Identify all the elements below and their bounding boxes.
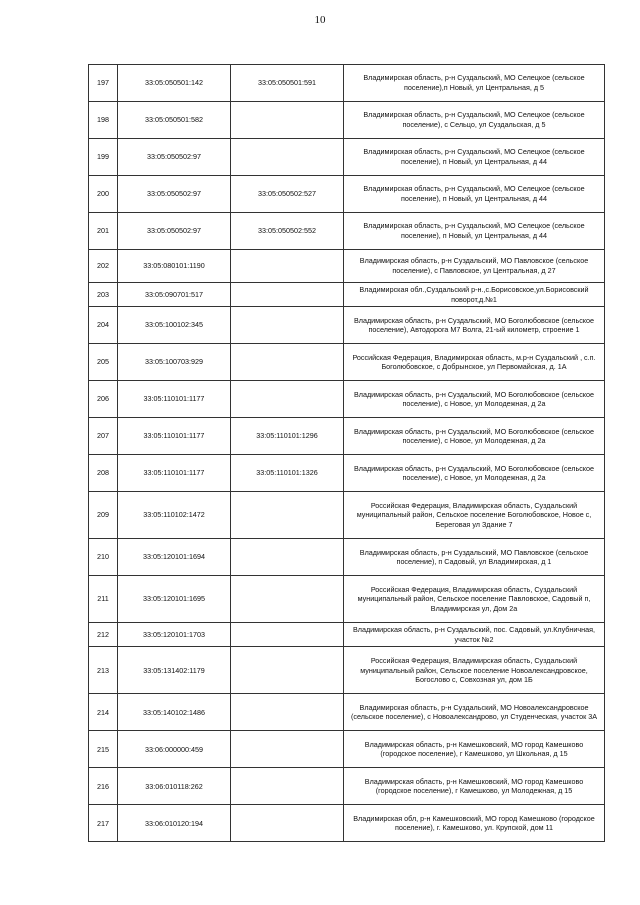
table-row (89, 694, 605, 731)
row-number: 211 (89, 576, 118, 623)
sub-cadastral-number: 33:05:050502:527 (231, 176, 344, 213)
address-cell: Российская Федерация, Владимирская область, м.р-н Суздальский , с.п. Боголюбовское, с Добрынское, ул Первомайская, д. 1А (344, 344, 605, 381)
cadastral-number: 33:06:010120:194 (118, 805, 231, 842)
cadastral-number: 33:05:120101:1694 (118, 539, 231, 576)
sub-cadastral-number (231, 731, 344, 768)
cadastral-number: 33:05:131402:1179 (118, 647, 231, 694)
cadastral-number: 33:05:100102:345 (118, 307, 231, 344)
row-number: 209 (89, 492, 118, 539)
cadastral-number: 33:05:080101:1190 (118, 250, 231, 283)
table-row (89, 539, 605, 576)
address-cell: Владимирская область, р-н Суздальский, МО Павловское (сельское поселение), с Павловское, ул Центральная, д 27 (344, 250, 605, 283)
row-number: 200 (89, 176, 118, 213)
table-row (89, 492, 605, 539)
sub-cadastral-number (231, 539, 344, 576)
cadastral-number: 33:06:010118:262 (118, 768, 231, 805)
row-number: 205 (89, 344, 118, 381)
cadastral-number: 33:05:090701:517 (118, 283, 231, 307)
sub-cadastral-number (231, 576, 344, 623)
cadastral-number: 33:05:050502:97 (118, 213, 231, 250)
table-row (89, 418, 605, 455)
sub-cadastral-number: 33:05:050501:591 (231, 65, 344, 102)
cadastral-number: 33:05:110101:1177 (118, 455, 231, 492)
table-row (89, 731, 605, 768)
address-cell: Российская Федерация, Владимирская область, Суздальский муниципальный район, Сельское поселение Боголюбовское, Новое с, Береговая ул Здание 7 (344, 492, 605, 539)
sub-cadastral-number (231, 381, 344, 418)
cadastral-number: 33:05:110101:1177 (118, 381, 231, 418)
row-number: 215 (89, 731, 118, 768)
cadastral-number: 33:05:050501:142 (118, 65, 231, 102)
row-number: 201 (89, 213, 118, 250)
sub-cadastral-number (231, 694, 344, 731)
address-cell: Владимирская обл.,Суздальский р-н.,с.Борисовское,ул.Борисовский поворот,д.№1 (344, 283, 605, 307)
sub-cadastral-number (231, 139, 344, 176)
address-cell: Владимирская область, р-н Суздальский, пос. Садовый, ул.Клубничная, участок №2 (344, 623, 605, 647)
address-cell: Владимирская область, р-н Суздальский, МО Павловское (сельское поселение), п Садовый, ул Владимирская, д 1 (344, 539, 605, 576)
table-row (89, 250, 605, 283)
cadastral-number: 33:05:100703:929 (118, 344, 231, 381)
address-cell: Владимирская область, р-н Суздальский, МО Боголюбовское (сельское поселение), с Новое, ул Молодежная, д 2а (344, 381, 605, 418)
address-cell: Владимирская область, р-н Камешковский, МО город Камешково (городское поселение), г Камешково, ул Школьная, д 15 (344, 731, 605, 768)
cadastral-number: 33:05:140102:1486 (118, 694, 231, 731)
row-number: 214 (89, 694, 118, 731)
page-number: 10 (314, 14, 326, 26)
address-cell: Владимирская область, р-н Суздальский, МО Боголюбовское (сельское поселение), с Новое, ул Молодежная, д 2а (344, 455, 605, 492)
sub-cadastral-number (231, 492, 344, 539)
sub-cadastral-number (231, 250, 344, 283)
table-row (89, 455, 605, 492)
table-row (89, 805, 605, 842)
cadastral-number: 33:05:120101:1695 (118, 576, 231, 623)
table-row (89, 623, 605, 647)
sub-cadastral-number (231, 768, 344, 805)
table-row (89, 344, 605, 381)
table-row (89, 647, 605, 694)
address-cell: Владимирская область, р-н Суздальский, МО Боголюбовское (сельское поселение), Автодорога М7 Волга, 21-ый километр, строение 1 (344, 307, 605, 344)
cadastral-number: 33:05:050502:97 (118, 139, 231, 176)
cadastral-number: 33:05:110102:1472 (118, 492, 231, 539)
address-cell: Владимирская область, р-н Суздальский, МО Новоалександровское (сельское поселение), с Новоалександрово, ул Студенческая, участок 3А (344, 694, 605, 731)
row-number: 208 (89, 455, 118, 492)
row-number: 197 (89, 65, 118, 102)
address-cell: Владимирская область, р-н Суздальский, МО Селецкое (сельское поселение), с Сельцо, ул Суздальская, д 5 (344, 102, 605, 139)
row-number: 198 (89, 102, 118, 139)
sub-cadastral-number: 33:05:050502:552 (231, 213, 344, 250)
sub-cadastral-number (231, 344, 344, 381)
table-row (89, 213, 605, 250)
row-number: 204 (89, 307, 118, 344)
sub-cadastral-number: 33:05:110101:1296 (231, 418, 344, 455)
address-cell: Владимирская область, р-н Камешковский, МО город Камешково (городское поселение), г Камешково, ул Молодежная, д 15 (344, 768, 605, 805)
sub-cadastral-number: 33:05:110101:1326 (231, 455, 344, 492)
row-number: 202 (89, 250, 118, 283)
table-row (89, 576, 605, 623)
row-number: 216 (89, 768, 118, 805)
sub-cadastral-number (231, 805, 344, 842)
address-cell: Российская Федерация, Владимирская область, Суздальский муниципальный район, Сельское поселение Новоалександровское, Богослово с, Совхозная ул, дом 1Б (344, 647, 605, 694)
row-number: 212 (89, 623, 118, 647)
table-row (89, 307, 605, 344)
row-number: 199 (89, 139, 118, 176)
cadastral-number: 33:06:000000:459 (118, 731, 231, 768)
row-number: 217 (89, 805, 118, 842)
sub-cadastral-number (231, 647, 344, 694)
row-number: 207 (89, 418, 118, 455)
address-cell: Владимирская область, р-н Суздальский, МО Селецкое (сельское поселение), п Новый, ул Центральная, д 44 (344, 139, 605, 176)
cadastral-number: 33:05:050502:97 (118, 176, 231, 213)
table-row (89, 283, 605, 307)
registry-table-body (89, 65, 605, 842)
row-number: 206 (89, 381, 118, 418)
row-number: 213 (89, 647, 118, 694)
cadastral-number: 33:05:050501:582 (118, 102, 231, 139)
sub-cadastral-number (231, 307, 344, 344)
address-cell: Владимирская обл, р-н Камешковский, МО город Камешково (городское поселение), г. Камешково, ул. Крупской, дом 11 (344, 805, 605, 842)
registry-table (88, 64, 605, 842)
address-cell: Владимирская область, р-н Суздальский, МО Боголюбовское (сельское поселение), с Новое, ул Молодежная, д 2а (344, 418, 605, 455)
row-number: 210 (89, 539, 118, 576)
row-number: 203 (89, 283, 118, 307)
sub-cadastral-number (231, 623, 344, 647)
table-row (89, 381, 605, 418)
address-cell: Владимирская область, р-н Суздальский, МО Селецкое (сельское поселение), п Новый, ул Центральная, д 44 (344, 176, 605, 213)
cadastral-number: 33:05:120101:1703 (118, 623, 231, 647)
table-row (89, 65, 605, 102)
table-row (89, 176, 605, 213)
table-row (89, 102, 605, 139)
sub-cadastral-number (231, 283, 344, 307)
table-row (89, 768, 605, 805)
cadastral-number: 33:05:110101:1177 (118, 418, 231, 455)
sub-cadastral-number (231, 102, 344, 139)
address-cell: Владимирская область, р-н Суздальский, МО Селецкое (сельское поселение), п Новый, ул Центральная, д 44 (344, 213, 605, 250)
table-row (89, 139, 605, 176)
address-cell: Российская Федерация, Владимирская область, Суздальский муниципальный район, Сельское поселение Павловское, Садовый п, Владимирская ул, Дом 2а (344, 576, 605, 623)
address-cell: Владимирская область, р-н Суздальский, МО Селецкое (сельское поселение),п Новый, ул Центральная, д 5 (344, 65, 605, 102)
